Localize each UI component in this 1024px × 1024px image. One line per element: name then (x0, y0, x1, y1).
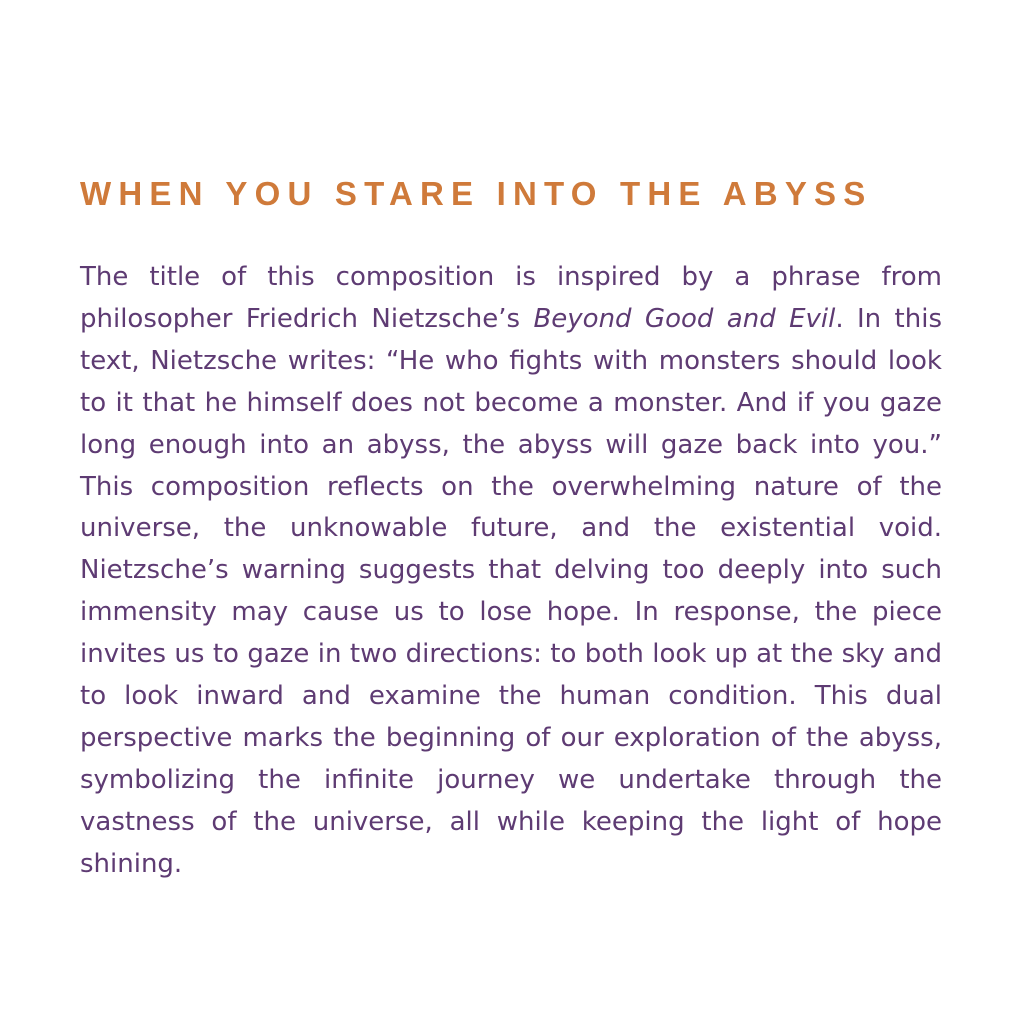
body-paragraph (80, 257, 942, 886)
body-text-main: . In this text, Nietzsche writes: “He who fights with monsters should look to it that he himself does not become a monster. And if you gaze long enough into an abyss, the abyss will gaze back into you.” This composition reflects on the overwhelming nature of the universe, the unknowable future, and the existential void. Nietzsche’s warning suggests that delving too deeply into such immensity may cause us to lose hope. In response, the piece invites us to gaze in two directions: to both look up at the sky and to look inward and examine the human condition. This dual perspective marks the beginning of our exploration of the abyss, symbolizing the infinite journey we undertake through the vastness of the universe, all while keeping the light of hope shining. (80, 303, 942, 879)
body-text-intro: The title of this composition is inspired by a phrase from philosopher Friedrich Nietzsche’s (80, 262, 942, 334)
book-title: Beyond Good and Evil (533, 303, 836, 334)
page-title: WHEN YOU STARE INTO THE ABYSS (80, 175, 873, 212)
